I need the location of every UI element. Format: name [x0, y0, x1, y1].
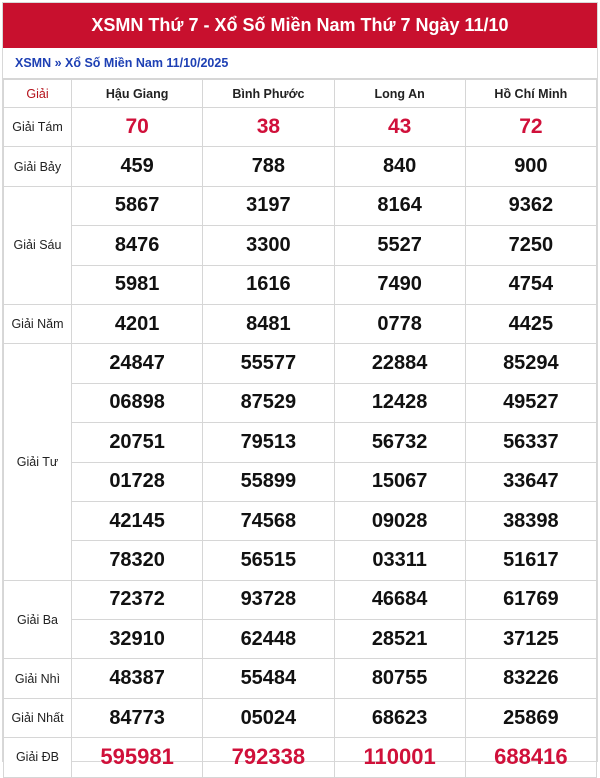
prize-label: Giải Tám — [4, 108, 72, 147]
prize-number: 79513 — [203, 423, 334, 462]
prize-number: 83226 — [465, 659, 596, 698]
prize-number: 56337 — [465, 423, 596, 462]
prize-number: 32910 — [72, 620, 203, 659]
results-panel — [2, 2, 598, 770]
prize-number: 70 — [72, 108, 203, 147]
prize-number: 28521 — [334, 620, 465, 659]
table-row — [4, 383, 597, 422]
table-row — [4, 659, 597, 698]
prize-label: Giải ĐB — [4, 738, 72, 777]
prize-number: 22884 — [334, 344, 465, 383]
prize-number: 46684 — [334, 580, 465, 619]
prize-label: Giải Bảy — [4, 147, 72, 186]
prize-number: 37125 — [465, 620, 596, 659]
prize-number: 5981 — [72, 265, 203, 304]
prize-number: 38398 — [465, 501, 596, 540]
prize-number: 56732 — [334, 423, 465, 462]
prize-number: 24847 — [72, 344, 203, 383]
results-body — [4, 108, 597, 778]
prize-number: 49527 — [465, 383, 596, 422]
prize-number: 74568 — [203, 501, 334, 540]
table-row — [4, 620, 597, 659]
table-row — [4, 304, 597, 343]
prize-number: 03311 — [334, 541, 465, 580]
prize-number: 5527 — [334, 226, 465, 265]
prize-number: 15067 — [334, 462, 465, 501]
page-title: XSMN Thứ 7 - Xổ Số Miền Nam Thứ 7 Ngày 11/10 — [3, 3, 597, 48]
prize-number: 48387 — [72, 659, 203, 698]
special-prize-number: 110001 — [334, 738, 465, 777]
results-table — [3, 79, 597, 778]
table-row — [4, 423, 597, 462]
special-prize-number: 792338 — [203, 738, 334, 777]
prize-number: 33647 — [465, 462, 596, 501]
prize-label: Giải Sáu — [4, 186, 72, 304]
prize-number: 7250 — [465, 226, 596, 265]
column-header-province[interactable]: Hồ Chí Minh — [465, 80, 596, 108]
prize-number: 42145 — [72, 501, 203, 540]
prize-number: 840 — [334, 147, 465, 186]
special-prize-number: 688416 — [465, 738, 596, 777]
column-header-province[interactable]: Long An — [334, 80, 465, 108]
prize-number: 55899 — [203, 462, 334, 501]
prize-number: 72372 — [72, 580, 203, 619]
prize-number: 38 — [203, 108, 334, 147]
prize-number: 78320 — [72, 541, 203, 580]
table-row — [4, 580, 597, 619]
prize-number: 61769 — [465, 580, 596, 619]
prize-number: 93728 — [203, 580, 334, 619]
prize-number: 4201 — [72, 304, 203, 343]
prize-number: 8476 — [72, 226, 203, 265]
column-header-province[interactable]: Hậu Giang — [72, 80, 203, 108]
prize-number: 06898 — [72, 383, 203, 422]
prize-number: 55484 — [203, 659, 334, 698]
prize-number: 8164 — [334, 186, 465, 225]
table-row — [4, 147, 597, 186]
column-header-prize: Giải — [4, 80, 72, 108]
table-row — [4, 265, 597, 304]
table-row — [4, 501, 597, 540]
table-row — [4, 462, 597, 501]
column-header-province[interactable]: Bình Phước — [203, 80, 334, 108]
prize-number: 68623 — [334, 698, 465, 737]
prize-number: 1616 — [203, 265, 334, 304]
prize-number: 05024 — [203, 698, 334, 737]
prize-number: 12428 — [334, 383, 465, 422]
prize-number: 72 — [465, 108, 596, 147]
prize-number: 788 — [203, 147, 334, 186]
table-row — [4, 108, 597, 147]
table-row — [4, 226, 597, 265]
prize-number: 55577 — [203, 344, 334, 383]
prize-number: 9362 — [465, 186, 596, 225]
breadcrumb[interactable]: XSMN » Xổ Số Miền Nam 11/10/2025 — [3, 48, 597, 79]
prize-number: 900 — [465, 147, 596, 186]
table-row — [4, 698, 597, 737]
prize-label: Giải Tư — [4, 344, 72, 580]
prize-number: 3197 — [203, 186, 334, 225]
prize-number: 62448 — [203, 620, 334, 659]
prize-number: 5867 — [72, 186, 203, 225]
prize-number: 80755 — [334, 659, 465, 698]
prize-number: 01728 — [72, 462, 203, 501]
prize-number: 459 — [72, 147, 203, 186]
table-row — [4, 738, 597, 777]
prize-number: 4425 — [465, 304, 596, 343]
prize-number: 09028 — [334, 501, 465, 540]
prize-number: 8481 — [203, 304, 334, 343]
prize-number: 56515 — [203, 541, 334, 580]
table-row — [4, 186, 597, 225]
prize-number: 3300 — [203, 226, 334, 265]
prize-label: Giải Ba — [4, 580, 72, 659]
prize-number: 25869 — [465, 698, 596, 737]
prize-number: 51617 — [465, 541, 596, 580]
prize-number: 84773 — [72, 698, 203, 737]
special-prize-number: 595981 — [72, 738, 203, 777]
prize-number: 85294 — [465, 344, 596, 383]
prize-label: Giải Năm — [4, 304, 72, 343]
prize-label: Giải Nhất — [4, 698, 72, 737]
prize-number: 87529 — [203, 383, 334, 422]
prize-label: Giải Nhì — [4, 659, 72, 698]
prize-number: 0778 — [334, 304, 465, 343]
prize-number: 4754 — [465, 265, 596, 304]
table-row — [4, 344, 597, 383]
prize-number: 7490 — [334, 265, 465, 304]
prize-number: 43 — [334, 108, 465, 147]
table-row — [4, 541, 597, 580]
table-header-row — [4, 80, 597, 108]
prize-number: 20751 — [72, 423, 203, 462]
